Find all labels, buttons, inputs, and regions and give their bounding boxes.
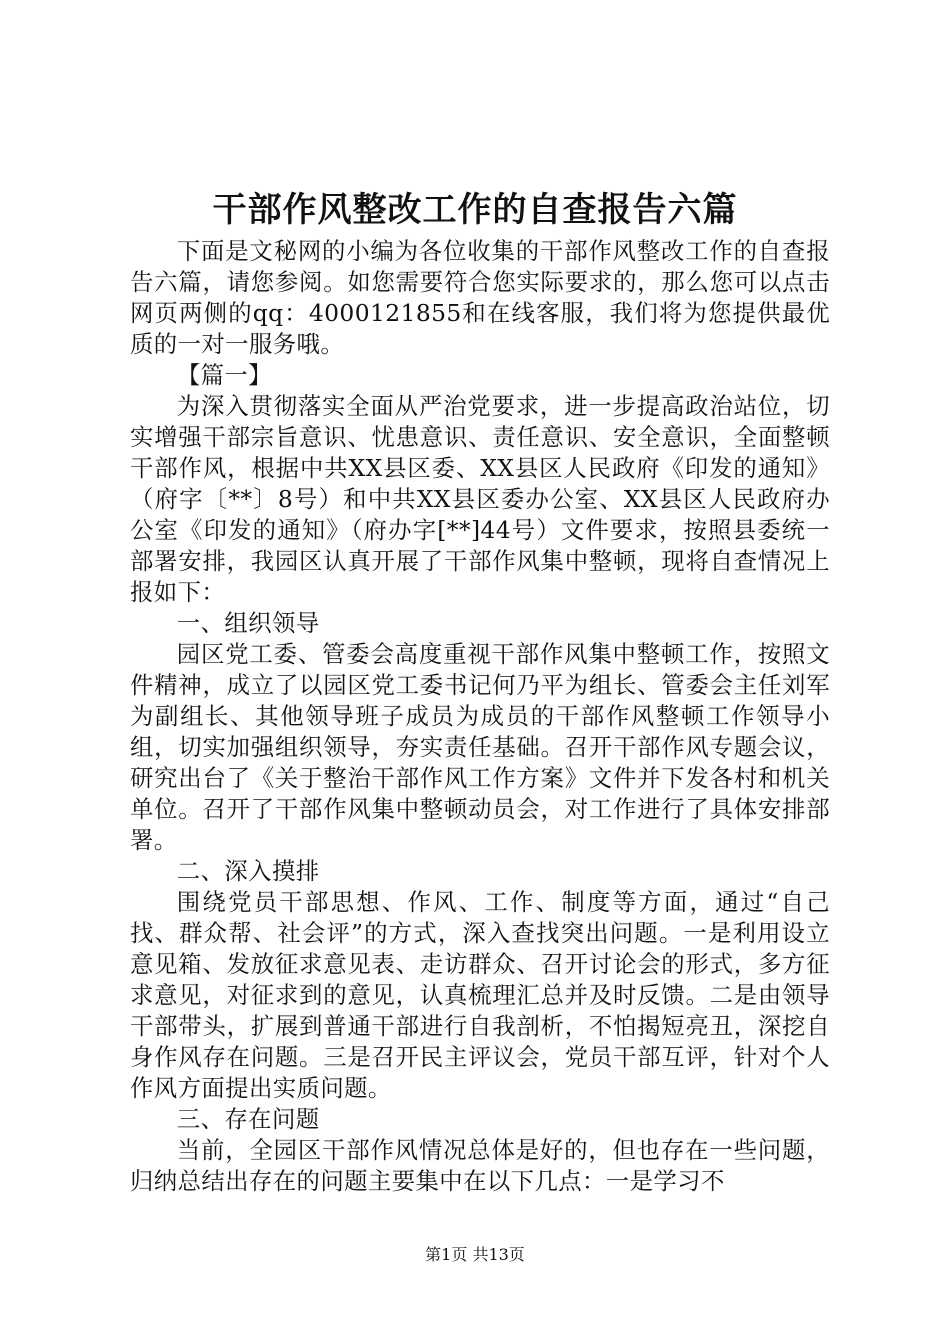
body-paragraph: 围绕党员干部思想、作风、工作、制度等方面，通过“自己找、群众帮、社会评”的方式，深入查找突出问题。一是利用设立意见箱、发放征求意见表、走访群众、召开讨论会的形式，多方征求意见，对征求到的意见，认真梳理汇总并及时反馈。二是由领导干部带头，扩展到普通干部进行自我剖析，不怕揭短亮丑，深挖自身作风存在问题。三是召开民主评议会，党员干部互评，针对个人作风方面提出实质问题。 (130, 888, 830, 1102)
body-paragraph: 为深入贯彻落实全面从严治党要求，进一步提高政治站位，切实增强干部宗旨意识、忧患意识、责任意识、安全意识，全面整顿干部作风，根据中共XX县区委、XX县区人民政府《印发的通知》（府字〔**〕8号）和中共XX县区委办公室、XX县区人民政府办公室《印发的通知》（府办字[**]44号）文件要求，按照县委统一部署安排，我园区认真开展了干部作风集中整顿，现将自查情况上报如下： (130, 392, 830, 606)
page-number-footer: 第1页 共13页 (425, 1245, 525, 1264)
document-title: 干部作风整改工作的自查报告六篇 (212, 190, 738, 230)
section-heading: 一、组织领导 (176, 609, 320, 637)
section-heading: 二、深入摸排 (176, 857, 320, 885)
body-paragraph: 园区党工委、管委会高度重视干部作风集中整顿工作，按照文件精神，成立了以园区党工委书记何乃平为组长、管委会主任刘军为副组长、其他领导班子成员为成员的干部作风整顿工作领导小组，切实加强组织领导，夯实责任基础。召开干部作风专题会议，研究出台了《关于整治干部作风工作方案》文件并下发各村和机关单位。召开了干部作风集中整顿动员会，对工作进行了具体安排部署。 (130, 640, 830, 854)
body-paragraph: 当前，全园区干部作风情况总体是好的，但也存在一些问题，归纳总结出存在的问题主要集中在以下几点：一是学习不 (130, 1136, 830, 1195)
intro-paragraph: 下面是文秘网的小编为各位收集的干部作风整改工作的自查报告六篇，请您参阅。如您需要符合您实际要求的，那么您可以点击网页两侧的qq：4000121855和在线客服，我们将为您提供最优质的一对一服务哦。 (130, 237, 830, 358)
document-body (130, 236, 830, 1197)
section-heading: 三、存在问题 (176, 1105, 320, 1133)
section-marker: 【篇一】 (176, 361, 272, 389)
